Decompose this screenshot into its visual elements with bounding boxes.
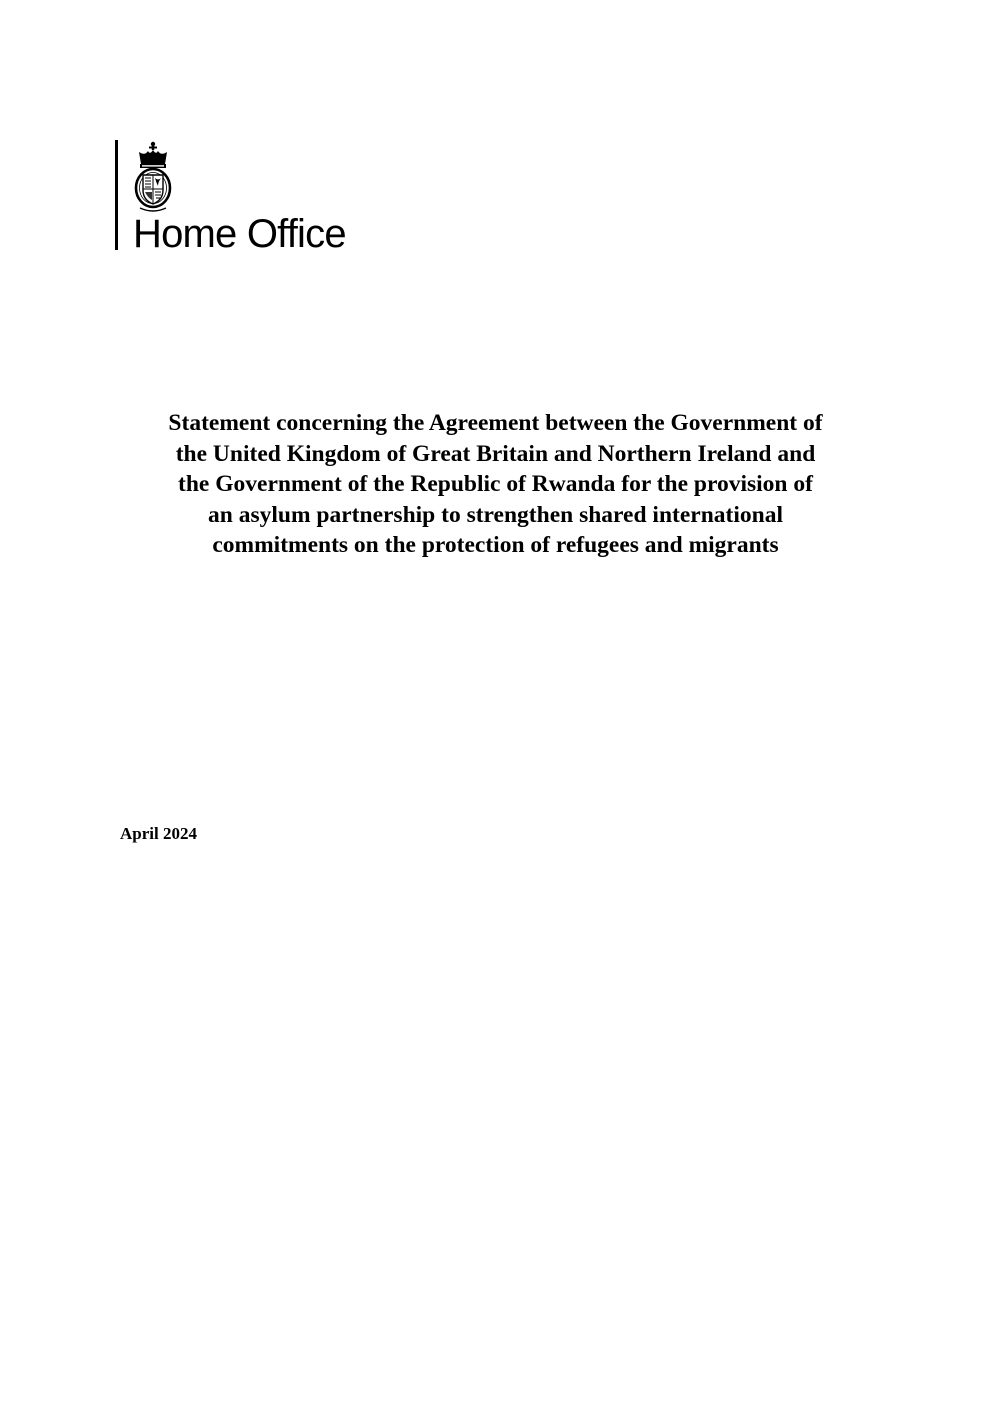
royal-coat-of-arms-icon	[131, 140, 175, 214]
publication-date: April 2024	[120, 824, 197, 843]
title-line: commitments on the protection of refugees and migrants	[212, 532, 779, 558]
home-office-logo	[113, 140, 383, 255]
title-line: the United Kingdom of Great Britain and Northern Ireland and	[175, 440, 816, 467]
title-line: an asylum partnership to strengthen shared international	[208, 501, 783, 528]
organisation-name: Home Office	[133, 212, 346, 256]
title-line: the Government of the Republic of Rwanda for the provision of	[178, 471, 813, 497]
title-line: Statement concerning the Agreement between the Government of	[168, 410, 823, 436]
document-title	[100, 408, 891, 561]
logo-divider	[115, 140, 118, 250]
